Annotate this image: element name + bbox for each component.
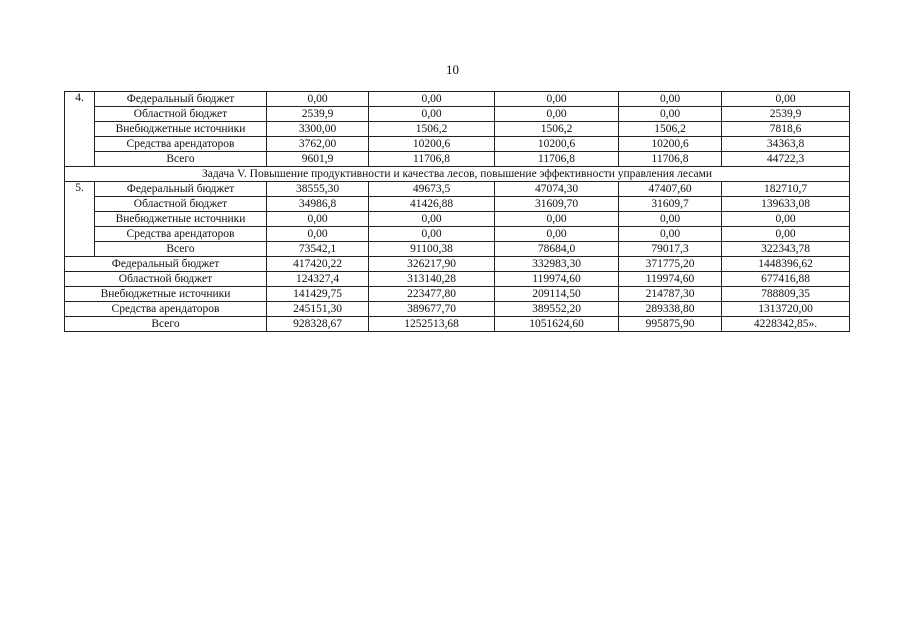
value-cell: 313140,28 (369, 272, 495, 287)
value-cell: 0,00 (619, 212, 722, 227)
table-row (65, 242, 850, 257)
value-cell: 214787,30 (619, 287, 722, 302)
value-cell: 1506,2 (495, 122, 619, 137)
value-cell: 119974,60 (495, 272, 619, 287)
value-cell: 0,00 (495, 212, 619, 227)
value-cell: 326217,90 (369, 257, 495, 272)
value-cell: 0,00 (619, 227, 722, 242)
value-cell: 0,00 (495, 107, 619, 122)
task-title-row (65, 167, 850, 182)
value-cell: 9601,9 (267, 152, 369, 167)
table-row (65, 92, 850, 107)
total-label: Областной бюджет (65, 272, 267, 287)
value-cell: 0,00 (369, 227, 495, 242)
total-row (65, 257, 850, 272)
value-cell: 0,00 (722, 212, 850, 227)
value-cell: 3300,00 (267, 122, 369, 137)
value-cell: 91100,38 (369, 242, 495, 257)
task-title: Задача V. Повышение продуктивности и качества лесов, повышение эффективности управления лесами (65, 167, 850, 182)
value-cell: 332983,30 (495, 257, 619, 272)
total-row (65, 317, 850, 332)
row-label: Областной бюджет (95, 197, 267, 212)
table-row (65, 122, 850, 137)
value-cell: 0,00 (267, 92, 369, 107)
value-cell: 10200,6 (495, 137, 619, 152)
value-cell: 2539,9 (267, 107, 369, 122)
row-label: Внебюджетные источники (95, 122, 267, 137)
item-number: 4. (65, 92, 95, 167)
value-cell: 7818,6 (722, 122, 850, 137)
value-cell: 223477,80 (369, 287, 495, 302)
table-row (65, 227, 850, 242)
value-cell: 0,00 (267, 227, 369, 242)
value-cell: 0,00 (369, 92, 495, 107)
table-row (65, 182, 850, 197)
value-cell: 371775,20 (619, 257, 722, 272)
value-cell: 11706,8 (369, 152, 495, 167)
value-cell: 141429,75 (267, 287, 369, 302)
value-cell: 995875,90 (619, 317, 722, 332)
value-cell: 245151,30 (267, 302, 369, 317)
value-cell: 677416,88 (722, 272, 850, 287)
row-label: Федеральный бюджет (95, 182, 267, 197)
value-cell: 788809,35 (722, 287, 850, 302)
total-row (65, 272, 850, 287)
value-cell: 0,00 (495, 92, 619, 107)
table-row (65, 107, 850, 122)
value-cell: 389552,20 (495, 302, 619, 317)
value-cell: 11706,8 (619, 152, 722, 167)
value-cell: 44722,3 (722, 152, 850, 167)
row-label: Всего (95, 242, 267, 257)
value-cell: 1313720,00 (722, 302, 850, 317)
value-cell: 182710,7 (722, 182, 850, 197)
value-cell: 1448396,62 (722, 257, 850, 272)
page-number: 10 (446, 62, 459, 77)
value-cell: 209114,50 (495, 287, 619, 302)
total-label: Всего (65, 317, 267, 332)
value-cell: 0,00 (369, 212, 495, 227)
table-row (65, 212, 850, 227)
value-cell: 34363,8 (722, 137, 850, 152)
value-cell: 3762,00 (267, 137, 369, 152)
row-label: Всего (95, 152, 267, 167)
table-row (65, 152, 850, 167)
value-cell: 1506,2 (619, 122, 722, 137)
total-row (65, 302, 850, 317)
value-cell: 139633,08 (722, 197, 850, 212)
value-cell: 73542,1 (267, 242, 369, 257)
value-cell: 322343,78 (722, 242, 850, 257)
item-number: 5. (65, 182, 95, 257)
value-cell: 31609,70 (495, 197, 619, 212)
value-cell: 289338,80 (619, 302, 722, 317)
total-row (65, 287, 850, 302)
value-cell: 928328,67 (267, 317, 369, 332)
total-label: Федеральный бюджет (65, 257, 267, 272)
table-row (65, 197, 850, 212)
value-cell: 0,00 (722, 92, 850, 107)
value-cell: 4228342,85». (722, 317, 850, 332)
value-cell: 0,00 (267, 212, 369, 227)
value-cell: 2539,9 (722, 107, 850, 122)
value-cell: 1252513,68 (369, 317, 495, 332)
value-cell: 0,00 (495, 227, 619, 242)
table-body (65, 92, 850, 332)
value-cell: 47074,30 (495, 182, 619, 197)
value-cell: 34986,8 (267, 197, 369, 212)
value-cell: 417420,22 (267, 257, 369, 272)
value-cell: 119974,60 (619, 272, 722, 287)
value-cell: 1506,2 (369, 122, 495, 137)
row-label: Средства арендаторов (95, 227, 267, 242)
table-row (65, 137, 850, 152)
value-cell: 1051624,60 (495, 317, 619, 332)
total-label: Средства арендаторов (65, 302, 267, 317)
value-cell: 11706,8 (495, 152, 619, 167)
row-label: Средства арендаторов (95, 137, 267, 152)
value-cell: 49673,5 (369, 182, 495, 197)
value-cell: 31609,7 (619, 197, 722, 212)
value-cell: 10200,6 (369, 137, 495, 152)
value-cell: 79017,3 (619, 242, 722, 257)
value-cell: 389677,70 (369, 302, 495, 317)
value-cell: 78684,0 (495, 242, 619, 257)
value-cell: 0,00 (619, 107, 722, 122)
value-cell: 41426,88 (369, 197, 495, 212)
budget-table (64, 91, 850, 332)
value-cell: 38555,30 (267, 182, 369, 197)
row-label: Внебюджетные источники (95, 212, 267, 227)
row-label: Федеральный бюджет (95, 92, 267, 107)
value-cell: 10200,6 (619, 137, 722, 152)
row-label: Областной бюджет (95, 107, 267, 122)
total-label: Внебюджетные источники (65, 287, 267, 302)
value-cell: 0,00 (722, 227, 850, 242)
value-cell: 0,00 (369, 107, 495, 122)
value-cell: 47407,60 (619, 182, 722, 197)
value-cell: 124327,4 (267, 272, 369, 287)
value-cell: 0,00 (619, 92, 722, 107)
